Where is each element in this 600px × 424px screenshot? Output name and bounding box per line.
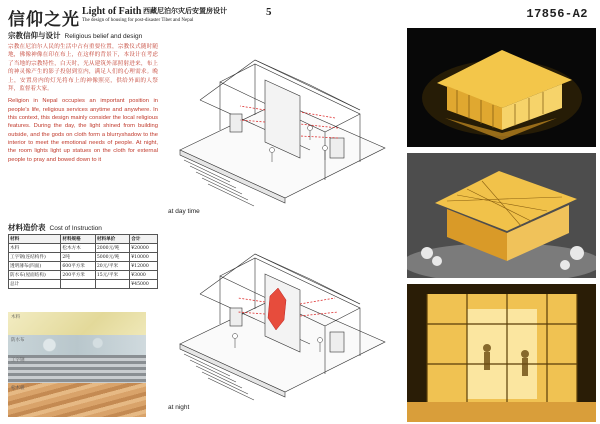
table-cell: 透明薄布(四面) <box>9 262 61 271</box>
material-swatch-pine-board <box>8 383 146 417</box>
day-label: at day time <box>168 208 200 215</box>
column-header: 材料单价 <box>95 235 129 244</box>
model-photo-night-exterior <box>407 28 596 147</box>
day-axonometric-diagram <box>160 40 400 212</box>
material-label: 工字钢 <box>11 358 25 363</box>
table-cell <box>95 280 129 289</box>
religion-text-en: Religion in Nepal occupies an important position in people's life, religious services anytime and anywhere. In this context, this design mainly consider the local religious features. During the day, the light shined from building outside, and the gods on cloth form a blurryshadow to the interior to meet the emotional needs of people. At night, the room lights light up statues on the cloth for external people to pray and bowed down to it <box>8 98 158 163</box>
material-label: 防水布 <box>11 338 25 343</box>
table-cell: 5000元/吨 <box>95 253 129 262</box>
table-cell: 15元/平米 <box>95 271 129 280</box>
title-cn: 信仰之光 <box>8 10 80 30</box>
religion-heading-en: Religious belief and design <box>64 33 143 40</box>
table-cell: 木料 <box>9 244 61 253</box>
table-row <box>9 271 158 280</box>
cost-table <box>8 234 158 289</box>
table-cell: ¥20000 <box>130 244 158 253</box>
cost-heading-en: Cost of Instruction <box>49 225 102 232</box>
table-cell: 200平方米 <box>61 271 96 280</box>
table-cell: 总计 <box>9 280 61 289</box>
model-photo-aerial <box>407 153 596 278</box>
religion-text-cn: 宗教在尼泊尔人民的生活中占有重要位置，宗教仪式随时随地，佛像神像在印在布上，在这样的背景下，本设计在考虑了当地的宗教特性，白天时，光从建筑外部照射进来，布上的神灵像产生的影子投射到室内，满足人们的心理需求。晚上，安置房内的灯光将布上的神像照亮，供给外面的人祭拜，监督着大家。 <box>8 44 158 93</box>
table-cell: ¥45000 <box>130 280 158 289</box>
table-cell: ¥10000 <box>130 253 158 262</box>
table-cell: 防水布(屋面结构) <box>9 271 61 280</box>
religion-heading-cn: 宗教信仰与设计 <box>8 31 61 40</box>
table-cell: 20元/平米 <box>95 262 129 271</box>
night-axonometric-diagram <box>160 244 400 416</box>
religion-heading <box>8 30 158 41</box>
title-number: 5 <box>266 6 272 18</box>
table-cell: 600平方米 <box>61 262 96 271</box>
night-label: at night <box>168 404 190 411</box>
column-header: 合计 <box>130 235 158 244</box>
material-label: 松木板 <box>11 386 25 391</box>
table-row <box>9 244 158 253</box>
cost-heading-cn: 材料造价表 <box>8 223 46 232</box>
column-header: 材料规格 <box>61 235 96 244</box>
table-cell <box>61 280 96 289</box>
table-row-total <box>9 280 158 289</box>
sheet-header <box>8 5 592 29</box>
table-cell: 工字钢(连结构件) <box>9 253 61 262</box>
table-cell: 2吨 <box>61 253 96 262</box>
subtitle-en: The design of housing for post-disaster Tibet and Nepal <box>82 18 194 23</box>
material-swatch-steel <box>8 355 146 383</box>
table-cell: ¥3000 <box>130 271 158 280</box>
material-swatch-wood <box>8 312 146 335</box>
cost-heading <box>8 222 102 233</box>
model-photo-interior <box>407 284 596 422</box>
table-row <box>9 262 158 271</box>
sheet-id: 17856-A2 <box>526 7 588 21</box>
cost-table-header <box>9 235 158 244</box>
material-label: 木料 <box>11 315 20 320</box>
material-swatch-waterproof-cloth <box>8 335 146 355</box>
table-cell: 2000元/吨 <box>95 244 129 253</box>
table-cell: ¥12000 <box>130 262 158 271</box>
subtitle-cn: 西藏尼泊尔灾后安置房设计 <box>143 6 227 15</box>
column-header: 材料 <box>9 235 61 244</box>
title-en: Light of Faith <box>82 6 142 17</box>
table-row <box>9 253 158 262</box>
religion-section <box>8 30 158 164</box>
table-cell: 松木方木 <box>61 244 96 253</box>
